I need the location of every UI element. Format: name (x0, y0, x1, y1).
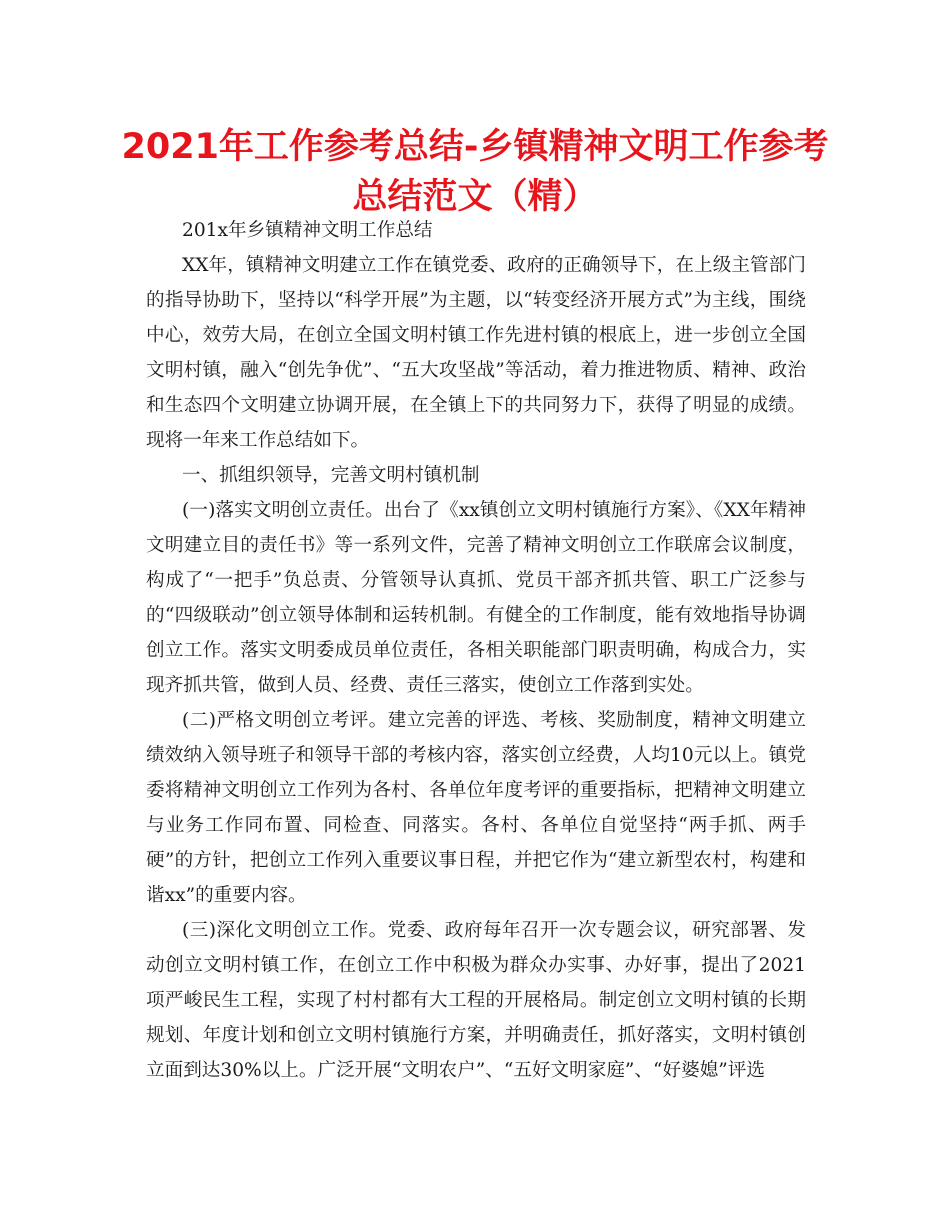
intro-paragraph: XX年，镇精神文明建立工作在镇党委、政府的正确领导下，在上级主管部门的指导协助下，坚持以“科学开展”为主题，以“转变经济开展方式”为主线，围绕中心，效劳大局，在创立全国文明村镇工作先进村镇的根底上，进一步创立全国文明村镇，融入“创先争优”、“五大攻坚战”等活动，着力推进物质、精神、政治和生态四个文明建立协调开展，在全镇上下的共同努力下，获得了明显的成绩。现将一年来工作总结如下。 (146, 255, 806, 451)
body-paragraph: (三)深化文明创立工作。党委、政府每年召开一次专题会议，研究部署、发动创立文明村镇工作，在创立工作中积极为群众办实事、办好事，提出了2021项严峻民生工程，实现了村村都有大工程的开展格局。制定创立文明村镇的长期规划、年度计划和创立文明村镇施行方案，并明确责任，抓好落实，文明村镇创立面到达30%以上。广泛开展“文明农户”、“五好文明家庭”、“好婆媳”评选 (146, 920, 806, 1081)
document-title: 2021年工作参考总结-乡镇精神文明工作参考总结范文（精） (121, 127, 829, 217)
body-paragraph: (二)严格文明创立考评。建立完善的评选、考核、奖励制度，精神文明建立绩效纳入领导班子和领导干部的考核内容，落实创立经费，人均10元以上。镇党委将精神文明创立工作列为各村、各单位年度考评的重要指标，把精神文明建立与业务工作同布置、同检查、同落实。各村、各单位自觉坚持“两手抓、两手硬”的方针，把创立工作列入重要议事日程，并把它作为“建立新型农村，构建和谐xx”的重要内容。 (146, 710, 806, 906)
body-paragraph: (一)落实文明创立责任。出台了《xx镇创立文明村镇施行方案》、《XX年精神文明建立目的责任书》等一系列文件，完善了精神文明创立工作联席会议制度，构成了“一把手”负总责、分管领导认真抓、党员干部齐抓共管、职工广泛参与的“四级联动”创立领导体制和运转机制。有健全的工作制度，能有效地指导协调创立工作。落实文明委成员单位责任，各相关职能部门职责明确，构成合力，实现齐抓共管，做到人员、经费、责任三落实，使创立工作落到实处。 (146, 500, 806, 696)
subtitle-paragraph: 201x年乡镇精神文明工作总结 (182, 220, 433, 241)
section-heading: 一、抓组织领导，完善文明村镇机制 (182, 465, 480, 486)
document-body (146, 213, 806, 1088)
